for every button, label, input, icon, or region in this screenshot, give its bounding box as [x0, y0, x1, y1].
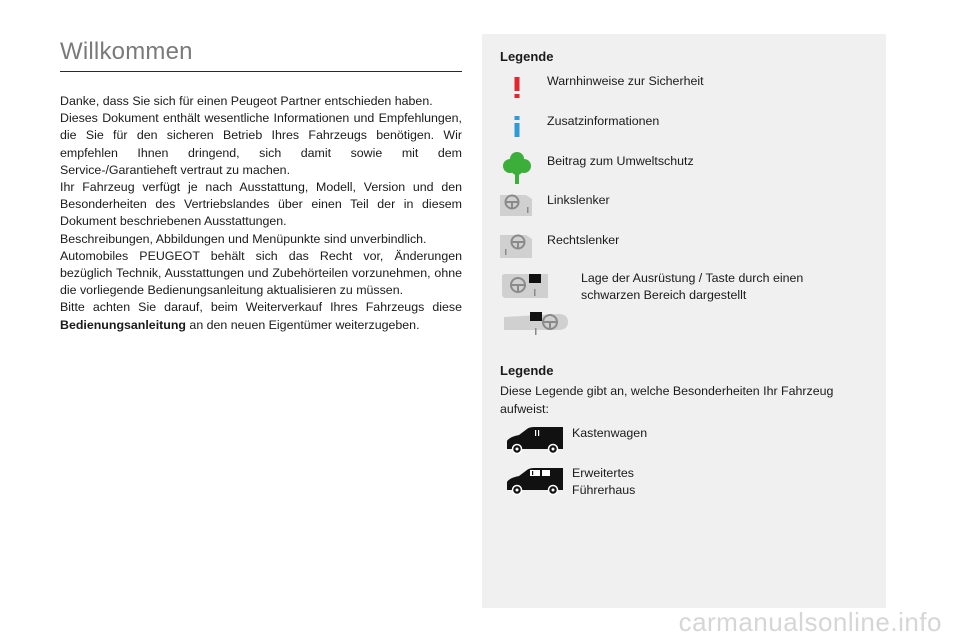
legend-label-rhd: Rechtslenker [547, 233, 620, 247]
legend-label-crew-cab-line2: Führerhaus [572, 483, 636, 497]
title-rule [60, 71, 462, 72]
legend-heading: Legende [500, 49, 554, 64]
legend-label-equipment-line2: schwarzen Bereich dargestellt [581, 288, 747, 302]
intro-last-bold: Bedienungsanleitung [60, 317, 186, 332]
intro-paragraph: Danke, dass Sie sich für einen Peugeot Partner entschieden haben. [60, 94, 433, 108]
legend-heading: Legende [500, 363, 554, 378]
crew-cab-van-icon [505, 466, 565, 501]
intro-paragraph-last [60, 299, 462, 333]
info-i-icon [512, 116, 522, 143]
legend-label-equipment [581, 270, 803, 304]
legend-label-environment: Beitrag zum Umweltschutz [547, 154, 694, 168]
intro-paragraph: Beschreibungen, Abbildungen und Menüpunkte sind unverbindlich. [60, 231, 427, 246]
legend-label-info: Zusatzinformationen [547, 114, 660, 128]
intro-paragraph: Ihr Fahrzeug verfügt je nach Ausstattung, Modell, Version und den Besonderheiten des Vertriebslandes über einen Teil der in diesem Dokument beschriebenen Ausstattungen. [60, 180, 462, 229]
intro-paragraph: Dieses Dokument enthält wesentliche Informationen und Empfehlungen, die Sie für den sicheren Betrieb Ihres Fahrzeugs benötigen. Wir empfehlen Ihnen dringend, sich damit sowie mit dem Service-/Garantieheft vertraut zu machen. [60, 111, 462, 177]
equipment-location-icon [500, 270, 570, 347]
legend-label-warning: Warnhinweise zur Sicherheit [547, 74, 704, 88]
left-hand-drive-icon [500, 191, 534, 222]
legend-label-crew-cab-line1: Erweitertes [572, 466, 634, 480]
tree-icon [502, 151, 532, 190]
intro-last-suffix: an den neuen Eigentümer weiterzugeben. [185, 317, 420, 332]
right-hand-drive-icon [500, 231, 534, 264]
legend-description: Diese Legende gibt an, welche Besonderheiten Ihr Fahrzeug aufweist: [500, 384, 834, 416]
legend-label-crew-cab [572, 465, 635, 499]
intro-last-prefix: Bitte achten Sie darauf, beim Weiterverkauf Ihres Fahrzeugs diese [60, 300, 462, 315]
legend-label-panel-van: Kastenwagen [572, 426, 648, 440]
panel-van-icon [505, 425, 565, 460]
legend-label-equipment-line1: Lage der Ausrüstung / Taste durch einen [581, 271, 804, 285]
legend-label-lhd: Linkslenker [547, 193, 610, 207]
warning-exclamation-icon [512, 77, 522, 104]
intro-paragraph: Automobiles PEUGEOT behält sich das Recht vor, Änderungen bezüglich Technik, Ausstattungen und Zubehörteilen vorzunehmen, ohne die vorliegende Bedienungsanleitung aktualisieren zu müssen. [60, 248, 462, 298]
intro-text [60, 93, 462, 334]
page-title: Willkommen [60, 38, 193, 65]
watermark: carmanualsonline.info [678, 607, 942, 637]
